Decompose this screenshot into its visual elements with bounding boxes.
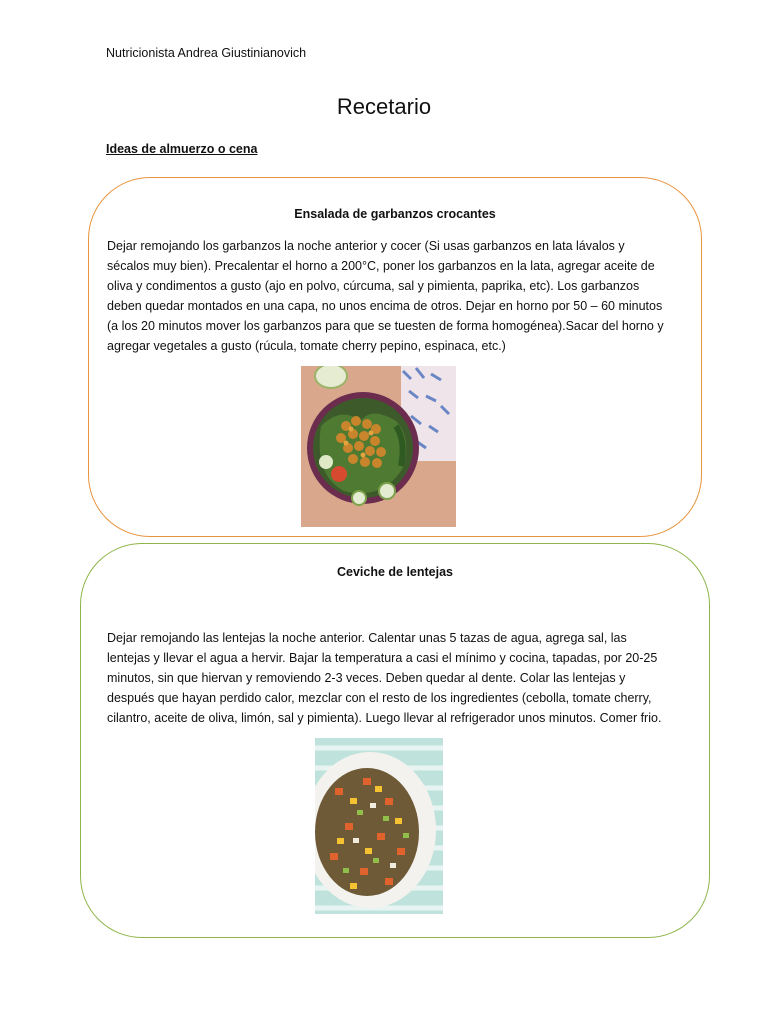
author-name: Nutricionista Andrea Giustinianovich <box>106 46 307 60</box>
recipe-card-lentil-ceviche <box>80 543 710 938</box>
recipe-card-chickpea-salad <box>88 177 702 537</box>
recipe-instructions: Dejar remojando los garbanzos la noche anterior y cocer (Si usas garbanzos en lata lávalos y sécalos muy bien). Precalentar el horno a 200°C, poner los garbanzos en la lata, agregar aceite de oliva y condimentos a gusto (ajo en polvo, cúrcuma, sal y pimienta, paprika, etc). Los garbanzos deben quedar montados en una capa, no unos encima de otros. Dejar en horno por 50 – 60 minutos (a los 20 minutos mover los garbanzos para que se tuesten de forma homogénea).Sacar del horno y agregar vegetales a gusto (rúcula, tomate cherry pepino, espinaca, etc.) <box>107 239 664 353</box>
recipe-instructions: Dejar remojando las lentejas la noche anterior. Calentar unas 5 tazas de agua, agrega sal, las lentejas y llevar el agua a hervir. Bajar la temperatura a casi el mínimo y cocina, tapadas, por 20-25 minutos, sin que hiervan y removiendo 2-3 veces. Deben quedar al dente. Colar las lentejas y después que hayan perdido calor, mezclar con el resto de los ingredientes (cebolla, tomate cherry, cilantro, aceite de oliva, limón, sal y pimienta). Luego llevar al refrigerador unos minutos. Comer frio. <box>107 631 662 725</box>
recipe-title: Ensalada de garbanzos crocantes <box>294 207 496 221</box>
lentil-ceviche-photo <box>315 738 443 914</box>
section-heading: Ideas de almuerzo o cena <box>106 142 258 156</box>
chickpea-salad-photo <box>301 366 456 527</box>
page-title: Recetario <box>336 94 432 119</box>
recipe-title: Ceviche de lentejas <box>336 565 454 579</box>
